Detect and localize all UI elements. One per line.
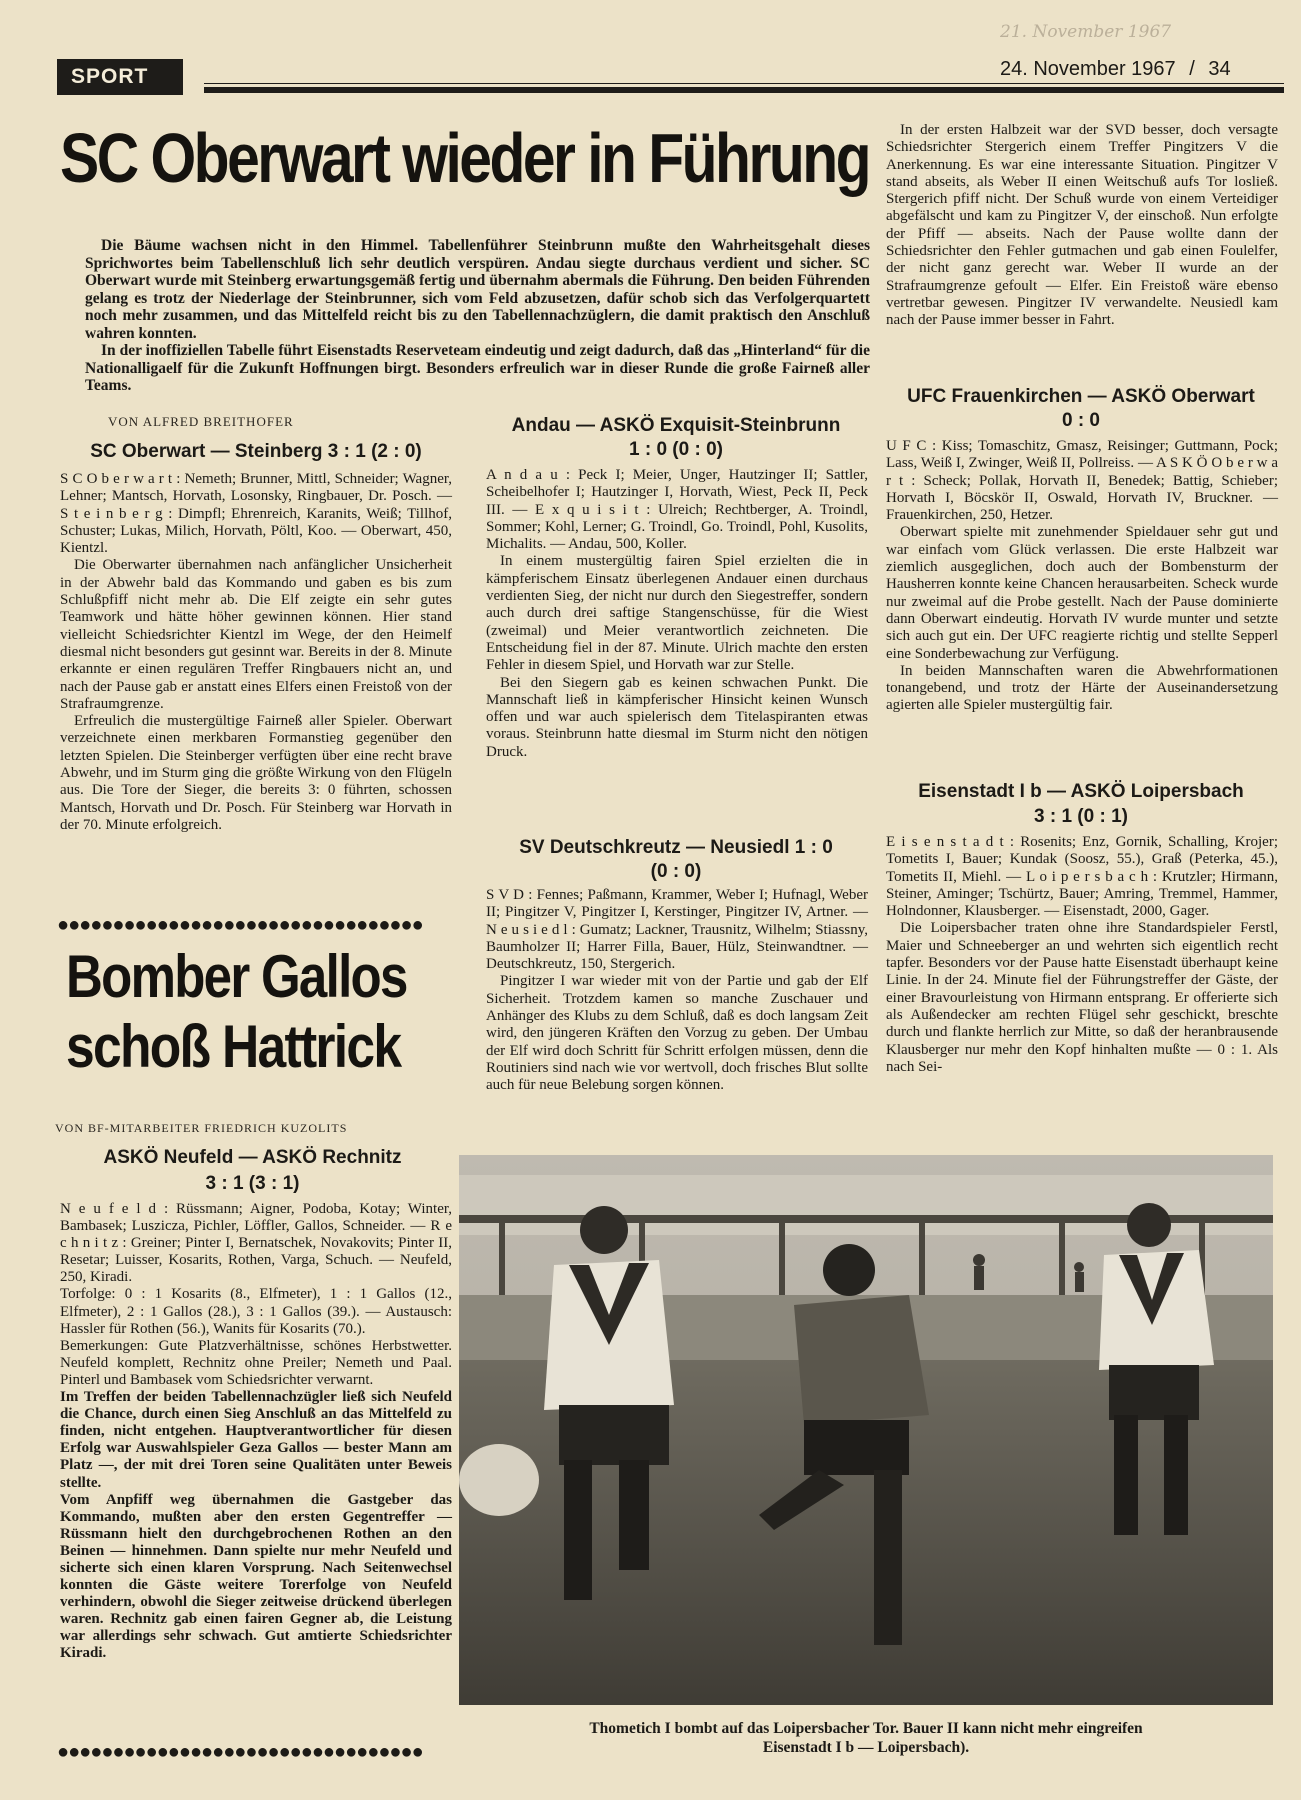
intro-paragraph: Die Bäume wachsen nicht in den Himmel. Tabellenführer Steinbrunn mußte den Wahrheitsgehalt dieses Sprichwortes beim Tabellenschluß lich sehr deutlich verspüren. Andau siegte durchaus verdient und sicher. SC Oberwart wurde mit Steinberg erwartungsgemäß fertig und übernahm abermals die Führung. Den beiden Führenden gelang es trotz der Niederlage der Steinbrunner, sich vom Feld abzusetzen, dafür schob sich das Verfolgerquartett noch mehr zusammen, und das Mittelfeld reicht bis zu den Tabellennachzüglern, die damit praktisch den Anschluß wahren konnten. xyxy=(85,237,870,342)
headline-line-1: Bomber Gallos xyxy=(66,943,407,1010)
caption-line-1: Thometich I bombt auf das Loipersbacher Tor. Bauer II kann nicht mehr eingreifen xyxy=(589,1720,1143,1737)
match-score: 3 : 1 (0 : 1) xyxy=(1034,806,1128,827)
byline: VON BF-MITARBEITER FRIEDRICH KUZOLITS xyxy=(55,1121,348,1135)
lineup: S V D : Fennes; Paßmann, Krammer, Weber I; Hufnagl, Weber II; Pingitzer V, Pingitzer I, Kerstinger, Pingitzer IV, Artner. — N e u s i e d l : Gumatz; Lackner, Trausnitz, Wilhelm; Stiassny, Baumholzer II; Harrer Filla, Bauer, Hülz, Steinwandtner. — Deutschkreutz, 150, Stergerich. xyxy=(486,887,868,973)
match-title: Andau — ASKÖ Exquisit-Steinbrunn xyxy=(511,415,841,436)
match-report-continued xyxy=(886,122,1278,330)
match-title: Eisenstadt I b — ASKÖ Loipersbach xyxy=(918,781,1244,802)
match-photo xyxy=(459,1155,1273,1705)
paragraph: Die Loipersbacher traten ohne ihre Standardspieler Ferstl, Maier und Schneeberger an und wehrten sich eigentlich recht tapfer. Besonders vor der Pause hatte Eisenstadt überhaupt keine Linie. In der 24. Minute fiel der Führungstreffer der Gäste, der einer Bravourleistung von Hirmann entsprang. Er offerierte sich als Außendecker am rechten Flügel sehr geschickt, breschte durch und flankte herrlich zur Mitte, so daß der heranbrausende Klausberger nur mehr den Kopf hinhalten mußte — 0 : 1. Als nach Sei- xyxy=(886,920,1278,1075)
lineup: A n d a u : Peck I; Meier, Unger, Hautzinger II; Sattler, Scheibelhofer I; Hautzinger I, Horvath, Wiest, Peck II, Peck III. — E x q u i s i t : Ulreich; Rechtberger, A. Troindl, Sommer; Kohl, Lerner; G. Troindl, Go. Troindl, Pohl, Kusolits, Michalits. — Andau, 500, Koller. xyxy=(486,467,868,553)
match-score: (0 : 0) xyxy=(650,861,702,882)
match-report xyxy=(886,438,1278,715)
paragraph: Die Oberwarter übernahmen nach anfänglicher Unsicherheit in der Abwehr bald das Kommando und gaben es bis zum Schlußpfiff nicht mehr ab. Die Elf zeigte ein sehr gutes Teamwork und hätte höher gewinnen können. Hier stand vielleicht Schiedsrichter Kientzl im Wege, der den Heimelf diesmal nicht besonders gut gesinnt war. Bereits in der 8. Minute erkannte er einen regulären Treffer Ringbauers nicht an, und nach der Pause gab er anstatt eines Elfers einen Freistoß von der Strafraumgrenze. xyxy=(60,557,452,712)
divider-dots: ●●●●●●●●●●●●●●●●●●●●●●●●●●●●●●●●● xyxy=(57,1741,423,1763)
lineup: S C O b e r w a r t : Nemeth; Brunner, Mittl, Schneider; Wagner, Lehner; Mantsch, Horvath, Losonsky, Ringbauer, Dr. Posch. — S t e i n b e r g : Dimpfl; Ehrenreich, Karanits, Weiß; Tillhof, Schuster; Lukas, Milich, Horvath, Pöltl, Koo. — Oberwart, 450, Kientzl. xyxy=(60,471,452,557)
paragraph: In beiden Mannschaften waren die Abwehrformationen tonangebend, und trotz der Härte der Auseinandersetzung agierten alle Spieler mustergültig fair. xyxy=(886,662,1278,714)
match-report xyxy=(60,471,452,834)
match-title: SC Oberwart — Steinberg 3 : 1 (2 : 0) xyxy=(90,441,422,462)
header-rule xyxy=(204,87,1284,93)
divider-dots: ●●●●●●●●●●●●●●●●●●●●●●●●●●●●●●●●● xyxy=(57,914,423,936)
paragraph: Vom Anpfiff weg übernahmen die Gastgeber das Kommando, mußten aber den ersten Gegentreffer — Rüssmann hielt den durchgebrochenen Rothen an den Beinen — hinnehmen. Dann spielte nur mehr Neufeld und sicherte sich einen klaren Vorsprung. Nach Seitenwechsel konnten die Gäste weitere Torerfolge von Neufeld verhindern, obwohl die Sieger zeitweise drückend überlegen waren. Rechnitz gab einen fairen Gegner ab, die Leistung war allerdings sehr schwach. Gut amtierte Schiedsrichter Kiradi. xyxy=(60,1491,452,1662)
byline: VON ALFRED BREITHOFER xyxy=(108,414,294,429)
paragraph: Bei den Siegern gab es keinen schwachen Punkt. Die Mannschaft ließ in kämpferischer Hinsicht keinen Wunsch offen und war auch spielerisch dem Titelaspiranten etwas voraus. Steinbrunn hatte diesmal im Sturm nicht den nötigen Druck. xyxy=(486,674,868,760)
match-report xyxy=(886,834,1278,1076)
paragraph: In der ersten Halbzeit war der SVD besser, doch versagte Schiedsrichter Stergerich einem Treffer Pingitzers V die Anerkennung. Es war eine interessante Situation. Pingitzer V stand abseits, als Weber II einen Weitschuß aufs Tor losließ. Stergerich pfiff nicht. Der Schuß wurde von einem Verteidiger abgefälscht und kam zu Pingitzer V, der einschoß. Nun erfolgte der Pfiff — abseits. Nach der Pause wollte dann der Schiedsrichter den Fehler gutmachen und gab einen Foulelfer, der nicht ganz gerecht war. Weber II wurde an der Strafraumgrenze gefoult — Elfer. Ein Freistoß wäre ebenso vertretbar gewesen. Pingitzer IV verwandelte. Neusiedl kam nach der Pause immer besser in Fahrt. xyxy=(886,122,1278,329)
paragraph: In einem mustergültig fairen Spiel erzielten die in kämpferischem Einsatz überlegenen Andauer einen durchaus verdienten Sieg, der nicht nur durch den Siegestreffer, sondern auch durch drei saftige Stangenschüsse, für die Wiest (zweimal) und Meier verantwortlich zeichneten. Die Entscheidung fiel in der 87. Minute. Ulrich machte den ersten Fehler in diesem Spiel, und Horvath war zur Stelle. xyxy=(486,553,868,674)
header-rule-thin xyxy=(204,83,1284,84)
photo-caption xyxy=(459,1719,1273,1757)
match-score: 0 : 0 xyxy=(1061,410,1101,431)
match-score: 1 : 0 (0 : 0) xyxy=(629,439,723,460)
archive-stamp: 21. November 1967 xyxy=(1000,22,1172,42)
match-report xyxy=(486,467,868,761)
issue-date-line xyxy=(1000,58,1231,81)
goals: Torfolge: 0 : 1 Kosarits (8., Elfmeter), 1 : 1 Gallos (12., Elfmeter), 2 : 1 Gallos (28.), 3 : 1 Gallos (39.). — Austausch: Hassler für Rothen (56.), Wanits für Kosarits (70.). xyxy=(60,1286,452,1337)
lineup: E i s e n s t a d t : Rosenits; Enz, Gornik, Schalling, Krojer; Tometits I, Bauer; Kundak (Soosz, 55.), Graß (Peterka, 45.), Tometits II, Miehl. — L o i p e r s b a c h : Krutzler; Hirmann, Steiner, Aminger; Tschürtz, Bauer; Amring, Tremmel, Hammer, Holndonner, Klausberger. — Eisenstadt, 2000, Gager. xyxy=(886,834,1278,920)
date-separator: / xyxy=(1189,58,1195,80)
remarks: Bemerkungen: Gute Platzverhältnisse, schönes Herbstwetter. Neufeld komplett, Rechnitz ohne Preiler; Nemeth und Paal. Pinterl und Bambasek vom Schiedsrichter verwarnt. xyxy=(60,1337,452,1388)
lineup: U F C : Kiss; Tomaschitz, Gmasz, Reisinger; Guttmann, Pock; Lass, Weiß I, Zwinger, Weiß II, Pollreiss. — A S K Ö O b e r w a r t : Scheck; Pollak, Horvath II, Benedek; Battig, Schieber; Horvath I, Böcskör II, Oswald, Horvath IV, Bruckner. — Frauenkirchen, 250, Hetzer. xyxy=(886,438,1278,524)
main-headline: SC Oberwart wieder in Führung xyxy=(60,119,870,197)
paragraph: Oberwart spielte mit zunehmender Spieldauer sehr gut und war einfach vom Glück verlassen. Die erste Halbzeit war ziemlich ausgeglichen, doch auch der Bombensturm der Hausherren konnte keine Chancen herausarbeiten. Scheck wurde nur zweimal auf die Probe gestellt. Nach der Pause dominierte dann Oberwart eindeutig. Horvath IV wurde munter und setzte sich auch gut ein. Der UFC reagierte richtig und stellte Sepperl eine Sonderbewachung zur Verfügung. xyxy=(886,524,1278,662)
match-title: ASKÖ Neufeld — ASKÖ Rechnitz xyxy=(103,1147,402,1168)
intro-text xyxy=(85,237,870,395)
match-report xyxy=(486,887,868,1095)
match-title: SV Deutschkreutz — Neusiedl 1 : 0 xyxy=(519,837,833,858)
match-photo-illustration xyxy=(459,1155,1273,1705)
headline-line-2: schoß Hattrick xyxy=(66,1013,401,1080)
caption-line-2: Eisenstadt I b — Loipersbach). xyxy=(762,1739,970,1756)
match-report xyxy=(60,1201,452,1663)
paragraph: Im Treffen der beiden Tabellennachzügler ließ sich Neufeld die Chance, durch einen Sieg Anschluß an das Mittelfeld zu finden, nicht entgehen. Hauptverantwortlicher für diesen Erfolg war Auswahlspieler Geza Gallos — bester Mann am Platz —, der mit drei Toren seine Qualitäten unter Beweis stellte. xyxy=(60,1389,452,1491)
match-score: 3 : 1 (3 : 1) xyxy=(205,1173,300,1194)
paragraph: Erfreulich die mustergültige Fairneß aller Spieler. Oberwart verzeichnete einen merkbaren Formanstieg gegenüber den letzten Spielen. Die Steinberger verfügten über eine recht brave Abwehr, und im Sturm ging die größte Wirkung von den Flügeln aus. Die Tore der Sieger, die bereits 3: 0 führten, schossen Mantsch, Horvath und Dr. Posch. Für Steinberg war Horvath in der 70. Minute erfolgreich. xyxy=(60,713,452,833)
section-tag: SPORT xyxy=(57,59,183,95)
intro-paragraph: In der inoffiziellen Tabelle führt Eisenstadts Reserveteam eindeutig und zeigt dadurch, daß das „Hinterland“ für die Nationalligaelf für die Zukunft Hoffnungen birgt. Besonders erfreulich war in dieser Runde die große Fairneß aller Teams. xyxy=(85,342,870,394)
page-number: 34 xyxy=(1208,58,1231,80)
match-title: UFC Frauenkirchen — ASKÖ Oberwart xyxy=(907,386,1255,407)
issue-date: 24. November 1967 xyxy=(1000,58,1176,80)
paragraph: Pingitzer I war wieder mit von der Partie und gab der Elf Sicherheit. Trotzdem kamen so manche Zuschauer und Anhänger des Klubs zu dem Schluß, daß es doch langsam Zeit wird, den jüngeren Kräften den Vorzug zu geben. Der Umbau der Elf wird doch Schritt für Schritt erfolgen müssen, denn die Routiniers sind nach wie vor wertvoll, doch frisches Blut sollte auch für neue Belebung sorgen können. xyxy=(486,973,868,1094)
lineup: N e u f e l d : Rüssmann; Aigner, Podoba, Kotay; Winter, Bambasek; Luszicza, Pichler, Löffler, Gallos, Schneider. — R e c h n i t z : Greiner; Pinter I, Bernatschek, Novakovits; Pinter II, Resetar; Luisser, Kosarits, Rothen, Varga, Schuch. — Neufeld, 250, Kiradi. xyxy=(60,1201,452,1286)
